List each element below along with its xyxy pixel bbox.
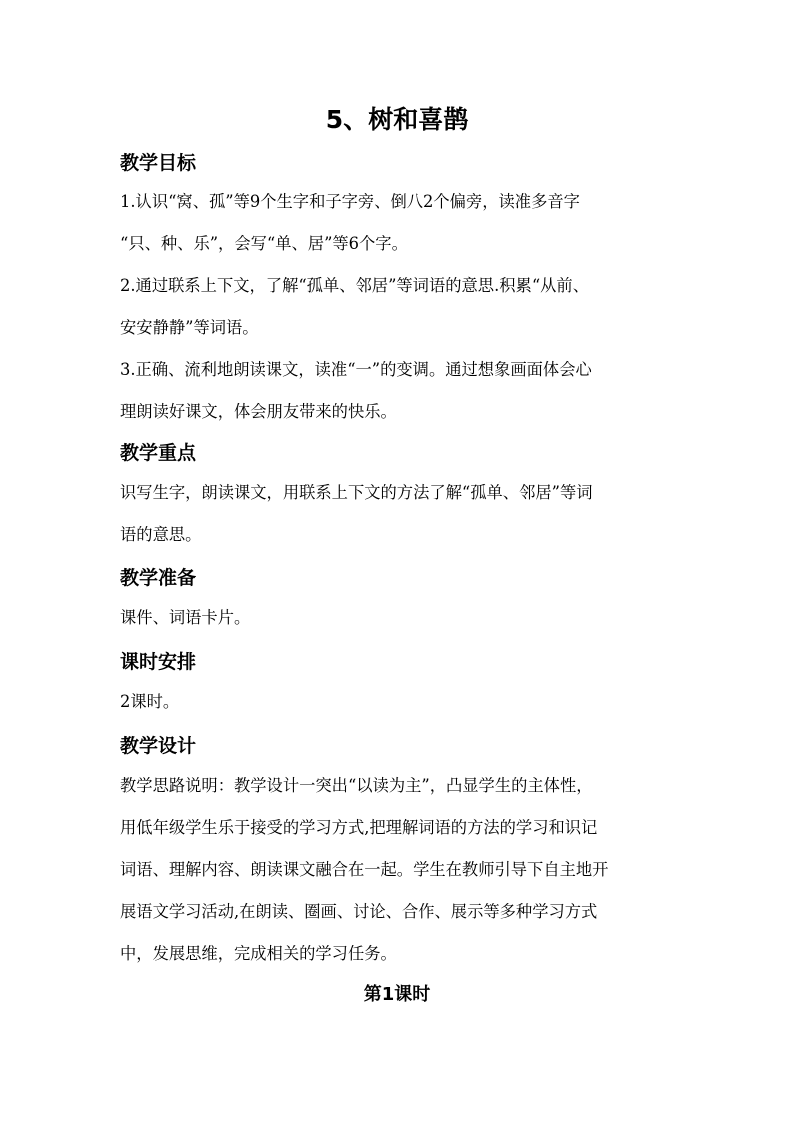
heading-design: 教学设计: [120, 735, 197, 757]
schedule-paragraph: [120, 681, 680, 723]
keypoints-line: 识写生字，朗读课文，用联系上下文的方法了解“孤单、邻居”等词: [120, 483, 593, 502]
goals-line: 3.正确、流利地朗读课文，读准“一”的变调。通过想象画面体会心: [120, 360, 592, 379]
goals-line: 1.认识“窝、孤”等9个生字和子字旁、倒八2个偏旁，读准多音字: [120, 192, 580, 211]
preparation-line: 课件、词语卡片。: [120, 608, 251, 627]
goals-line: 安安静静”等词语。: [120, 318, 259, 337]
goals-paragraph: [120, 181, 680, 433]
goals-line: 理朗读好课文，体会朋友带来的快乐。: [120, 402, 397, 421]
heading-goals: 教学目标: [120, 152, 197, 174]
document-title: 5、树和喜鹊: [325, 105, 469, 134]
design-line: 教学思路说明：教学设计一突出“以读为主”，凸显学生的主体性，: [120, 776, 593, 795]
keypoints-paragraph: [120, 472, 680, 556]
goals-line: “只、种、乐”，会写“单、居”等6个字。: [120, 234, 408, 253]
design-line: 词语、理解内容、朗读课文融合在一起。学生在教师引导下自主地开: [120, 860, 609, 879]
keypoints-line: 语的意思。: [120, 525, 202, 544]
design-line: 中，发展思维，完成相关的学习任务。: [120, 944, 397, 963]
preparation-paragraph: [120, 597, 680, 639]
heading-schedule: 课时安排: [120, 651, 197, 673]
goals-line: 2.通过联系上下文，了解“孤单、邻居”等词语的意思.积累“从前、: [120, 276, 589, 295]
heading-keypoints: 教学重点: [120, 442, 197, 464]
design-line: 展语文学习活动,在朗读、圈画、讨论、合作、展示等多种学习方式: [120, 902, 598, 921]
lesson-heading: 第1课时: [363, 984, 431, 1005]
design-paragraph: [120, 765, 680, 975]
heading-preparation: 教学准备: [120, 567, 197, 589]
schedule-line: 2课时。: [120, 692, 180, 711]
design-line: 用低年级学生乐于接受的学习方式,把理解词语的方法的学习和识记: [120, 818, 598, 837]
